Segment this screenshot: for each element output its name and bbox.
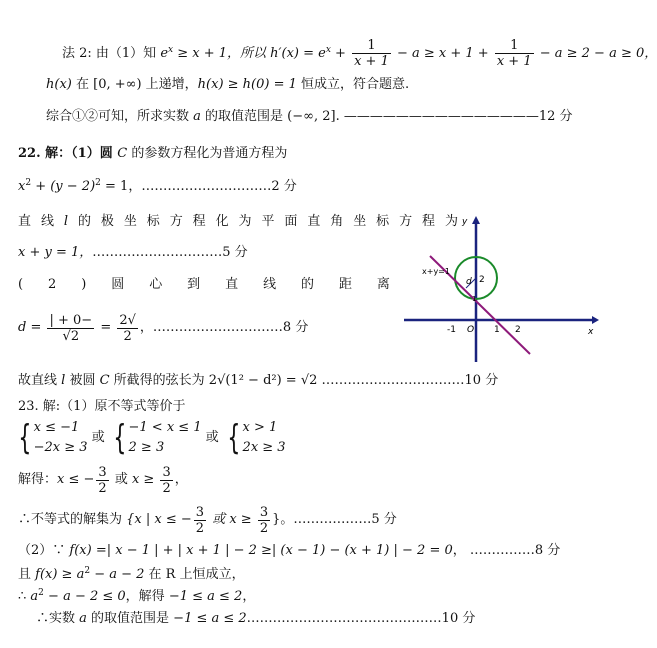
fraction bbox=[47, 313, 94, 344]
frac-num: 2√ bbox=[119, 312, 136, 328]
q22-heading bbox=[18, 145, 287, 163]
text: 或 bbox=[110, 472, 132, 487]
char: 圆 bbox=[111, 277, 125, 292]
math: −1 ≤ a ≤ 2 bbox=[173, 611, 247, 626]
two-label: 2 bbox=[479, 275, 485, 285]
score: . ———————————————12 分 bbox=[335, 109, 573, 124]
d-label: d bbox=[466, 277, 472, 287]
method2-line bbox=[62, 38, 657, 69]
coordinate-graph bbox=[400, 212, 600, 368]
char: 直 bbox=[18, 214, 32, 229]
char: 标 bbox=[146, 214, 160, 229]
quadratic-line bbox=[18, 588, 255, 606]
char: 线 bbox=[263, 277, 277, 292]
frac-den: 2 bbox=[123, 328, 132, 344]
math: + bbox=[330, 46, 351, 61]
range-line bbox=[36, 610, 475, 628]
score: 。………………5 分 bbox=[280, 512, 397, 527]
char: 2 bbox=[48, 277, 57, 292]
brace: { bbox=[113, 418, 127, 458]
math: 或 x ≥ bbox=[208, 512, 256, 527]
char: 方 bbox=[399, 214, 413, 229]
math: x + y = 1， bbox=[18, 245, 93, 260]
frac-num: 3 bbox=[259, 504, 269, 520]
text: ，解得 bbox=[125, 589, 169, 604]
math: h(x) ≥ h(0) = 1 bbox=[197, 77, 297, 92]
math: f(x) =| x − 1 | + | x + 1 | − 2 ≥| (x − 1) − (x + 1) | − 2 = 0 bbox=[69, 543, 453, 558]
char: 坐 bbox=[123, 214, 137, 229]
char: 角 bbox=[330, 214, 344, 229]
circle-equation bbox=[18, 178, 297, 196]
char: 线 bbox=[40, 214, 54, 229]
frac-num: | + 0− bbox=[49, 312, 93, 328]
math: C bbox=[117, 146, 128, 161]
brace: { bbox=[18, 418, 32, 458]
math-sup: 2 bbox=[95, 178, 101, 188]
math: − a − 2 bbox=[90, 567, 145, 582]
text: ∴不等式的解集为 bbox=[18, 512, 127, 527]
char: 心 bbox=[149, 277, 163, 292]
math: − a ≥ 2 − a ≥ 0， bbox=[535, 46, 657, 61]
score: ………………………………………10 分 bbox=[246, 611, 476, 626]
text: 综合①②可知，所求实数 bbox=[46, 109, 194, 124]
math: − a ≥ x + 1 + bbox=[392, 46, 493, 61]
line-conversion-text bbox=[18, 213, 458, 231]
y-label: y bbox=[462, 217, 468, 227]
math: −1 ≤ a ≤ 2 bbox=[168, 589, 243, 604]
text: 在 R 上恒成立， bbox=[144, 567, 245, 582]
text: 上递增， bbox=[141, 77, 198, 92]
sys-row: x ≤ −1 bbox=[33, 420, 80, 435]
math: C bbox=[99, 373, 110, 388]
fraction bbox=[258, 505, 270, 536]
math: a bbox=[79, 611, 87, 626]
char: 直 bbox=[307, 214, 321, 229]
line-label: x+y=1 bbox=[422, 267, 450, 276]
math: l bbox=[61, 373, 66, 388]
text: 解得： bbox=[18, 472, 58, 487]
math: } bbox=[272, 512, 281, 527]
char: 到 bbox=[187, 277, 201, 292]
fraction bbox=[352, 38, 391, 69]
text: ∴实数 bbox=[36, 611, 80, 626]
solution-set-line bbox=[18, 502, 397, 539]
sys-row: x > 1 bbox=[242, 420, 278, 435]
score: ，…………………………8 分 bbox=[139, 320, 309, 335]
text: 所截得的弦长为 bbox=[109, 373, 209, 388]
text: ， bbox=[174, 472, 188, 487]
math: x ≤ − bbox=[57, 472, 95, 487]
char: 距 bbox=[338, 277, 352, 292]
char: ) bbox=[81, 277, 87, 292]
question-number: 22. 解： bbox=[18, 146, 72, 161]
char: 的 bbox=[77, 214, 91, 229]
fraction bbox=[194, 505, 206, 536]
monotonic-line bbox=[46, 76, 409, 94]
math-sup: 2 bbox=[84, 566, 91, 576]
math: = 1， bbox=[100, 179, 142, 194]
char: 为 bbox=[444, 214, 458, 229]
brace: { bbox=[227, 418, 241, 458]
fraction bbox=[117, 313, 138, 344]
sys-row: 2 ≥ 3 bbox=[128, 440, 165, 455]
frac-num: 1 bbox=[495, 38, 534, 54]
text: 的参数方程化为普通方程为 bbox=[127, 146, 288, 161]
system-1 bbox=[34, 418, 88, 458]
math: ≥ x + 1，所以 bbox=[173, 46, 271, 61]
tick-neg1: -1 bbox=[447, 325, 456, 335]
frac-den: 2 bbox=[162, 480, 171, 496]
frac-num: 3 bbox=[98, 464, 107, 480]
one-label: 1 bbox=[472, 295, 477, 303]
system-2 bbox=[129, 418, 202, 458]
sys-row: 2x ≥ 3 bbox=[242, 440, 286, 455]
math: h(x) bbox=[46, 77, 72, 92]
text: 恒成立，符合题意. bbox=[296, 77, 410, 92]
char: 平 bbox=[261, 214, 275, 229]
math: h′(x) = e bbox=[270, 46, 326, 61]
score: ， ……………8 分 bbox=[452, 543, 561, 558]
q23-heading bbox=[18, 398, 185, 416]
char: 方 bbox=[169, 214, 183, 229]
char: 标 bbox=[376, 214, 390, 229]
math-sup: x bbox=[325, 45, 331, 55]
frac-num: 3 bbox=[195, 504, 205, 520]
char: 坐 bbox=[353, 214, 367, 229]
char: 程 bbox=[422, 214, 436, 229]
char: 面 bbox=[284, 214, 298, 229]
sys-row: −1 < x ≤ 1 bbox=[128, 420, 202, 435]
system-3 bbox=[243, 418, 286, 458]
conclusion-line bbox=[46, 108, 573, 126]
math: e bbox=[160, 46, 169, 61]
text: ， bbox=[242, 589, 256, 604]
text: 或 bbox=[91, 430, 105, 445]
frac-den: 2 bbox=[98, 480, 107, 496]
frac-den: x + 1 bbox=[496, 54, 532, 69]
question-number: 23. 解:（1）原不等式等价于 bbox=[18, 399, 186, 414]
part2-line bbox=[18, 542, 560, 560]
text: ∴ bbox=[18, 589, 31, 604]
char: 的 bbox=[301, 277, 315, 292]
line-equation bbox=[18, 244, 248, 262]
distance-formula bbox=[18, 310, 308, 347]
math: = bbox=[96, 320, 116, 335]
text: 在 bbox=[71, 77, 94, 92]
fraction bbox=[160, 465, 172, 496]
char: 化 bbox=[215, 214, 229, 229]
math: − a − 2 ≤ 0 bbox=[43, 589, 126, 604]
distance-text bbox=[18, 276, 390, 294]
score: …………………………5 分 bbox=[92, 245, 248, 260]
text: 故直线 bbox=[18, 373, 62, 388]
math: + (y − 2) bbox=[31, 179, 96, 194]
math-sup: 2 bbox=[25, 178, 32, 188]
char: 直 bbox=[225, 277, 239, 292]
frac-den: x + 1 bbox=[354, 54, 389, 69]
y-axis-arrow bbox=[472, 216, 480, 224]
math: 2√(1² − d²) = √2 bbox=[208, 373, 318, 388]
char: ( bbox=[18, 277, 24, 292]
char: 极 bbox=[100, 214, 114, 229]
math: [0, +∞) bbox=[93, 77, 142, 92]
x-label: x bbox=[588, 327, 594, 337]
math-sup: 2 bbox=[38, 588, 44, 598]
tick-origin: O bbox=[467, 325, 475, 335]
score: …………………………2 分 bbox=[141, 179, 297, 194]
math: {x | x ≤ − bbox=[126, 512, 192, 527]
text: 法 2: 由（1）知 bbox=[62, 46, 161, 61]
text: （2）∵ bbox=[18, 543, 70, 558]
math: d = bbox=[18, 320, 46, 335]
text: 被圆 bbox=[65, 373, 100, 388]
constant-line bbox=[18, 566, 245, 584]
frac-den: 2 bbox=[195, 520, 205, 536]
tick-2: 2 bbox=[515, 325, 521, 335]
inequality-systems bbox=[14, 418, 286, 459]
text: 的取值范围是 bbox=[200, 109, 288, 124]
char: 离 bbox=[376, 277, 390, 292]
frac-den: √2 bbox=[62, 328, 80, 344]
sys-row: −2x ≥ 3 bbox=[33, 440, 88, 455]
math: f(x) ≥ a bbox=[35, 567, 85, 582]
math: (−∞, 2] bbox=[287, 109, 336, 124]
tick-1: 1 bbox=[494, 325, 500, 335]
math-sup: x bbox=[168, 45, 174, 55]
char: 程 bbox=[192, 214, 206, 229]
text: 的取值范围是 bbox=[86, 611, 174, 626]
score: ……………………………10 分 bbox=[317, 373, 499, 388]
x-axis-arrow bbox=[592, 316, 599, 324]
math: a bbox=[30, 589, 39, 604]
math: a bbox=[193, 109, 201, 124]
frac-num: 3 bbox=[162, 464, 171, 480]
chord-line bbox=[18, 372, 498, 390]
math: x bbox=[18, 179, 26, 194]
char: l bbox=[63, 214, 69, 229]
math: x ≥ bbox=[131, 472, 159, 487]
fraction bbox=[96, 465, 108, 496]
frac-num: 1 bbox=[352, 38, 391, 54]
text: 或 bbox=[205, 430, 219, 445]
fraction bbox=[495, 38, 534, 69]
text: （1）圆 bbox=[71, 146, 118, 161]
char: 为 bbox=[238, 214, 252, 229]
solution-line bbox=[18, 462, 188, 499]
text: 且 bbox=[18, 567, 36, 582]
frac-den: 2 bbox=[259, 520, 269, 536]
